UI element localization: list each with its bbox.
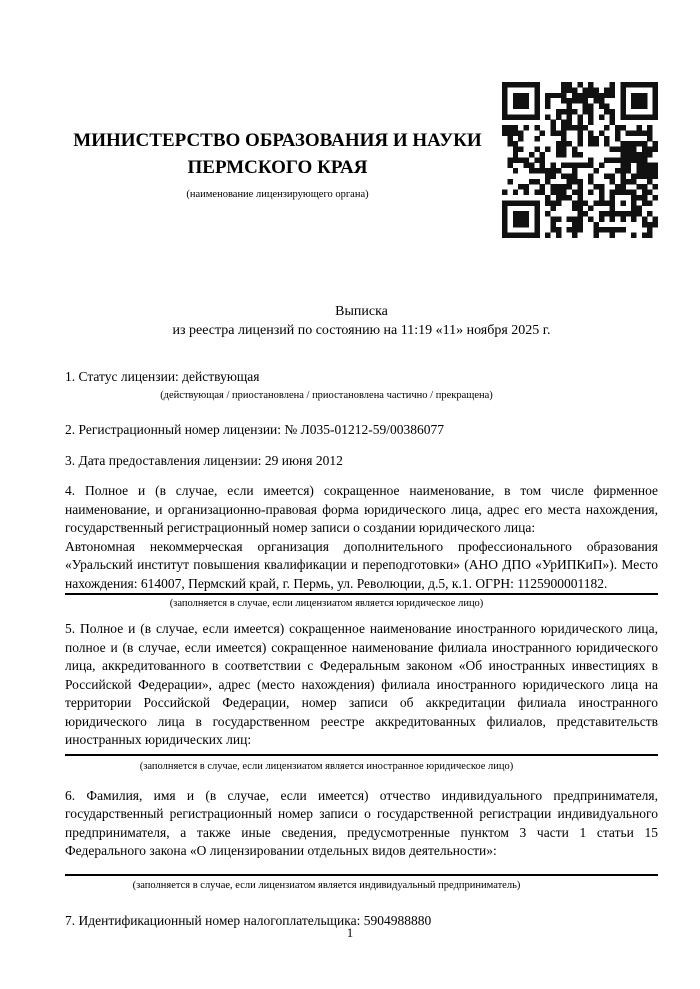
foreign-entity-question: 5. Полное и (в случае, если имеется) сокращенное наименование иностранного юридического лица, полное и (в случае, если имеется) сокращенное наименование филиала иностранного юридического лица, аккредитованного в соответствии с Федеральным законом «Об иностранных инвестициях в Российской Федерации», адрес (место нахождения) филиала иностранного юридического лица на территории Российской Федерации, номер записи об аккредитации филиала иностранного юридического лица в государственном реестре аккредитованных филиалов, представительств иностранных юридических лиц: bbox=[65, 621, 658, 747]
item-registration-number: 2. Регистрационный номер лицензии: № Л035-01212-59/00386077 bbox=[65, 421, 445, 437]
qr-code-icon bbox=[502, 82, 658, 238]
item-individual-entrepreneur bbox=[65, 787, 658, 892]
item-foreign-entity bbox=[65, 620, 658, 773]
entrepreneur-caption: (заполняется в случае, если лицензиатом является индивидуальный предприниматель) bbox=[132, 879, 521, 891]
legal-entity-caption: (заполняется в случае, если лицензиатом является юридическое лицо) bbox=[169, 598, 484, 609]
fill-in-rule-foreign-entity bbox=[65, 754, 658, 756]
document-header bbox=[65, 127, 490, 201]
license-status-options-caption: (действующая / приостановлена / приостановлена частично / прекращена) bbox=[160, 389, 493, 401]
document-title-line2: из реестра лицензий по состоянию на 11:19 «11» ноября 2025 г. bbox=[172, 322, 551, 338]
licensing-authority-caption: (наименование лицензирующего органа) bbox=[186, 189, 369, 200]
fill-in-rule-entrepreneur bbox=[65, 874, 658, 876]
document-title-line1: Выписка bbox=[335, 304, 388, 319]
licensing-authority-name-line1: МИНИСТЕРСТВО ОБРАЗОВАНИЯ И НАУКИ bbox=[73, 130, 482, 151]
item-legal-entity bbox=[65, 482, 658, 610]
licensing-authority-name-line2: ПЕРМСКОГО КРАЯ bbox=[187, 157, 368, 178]
page-number: 1 bbox=[346, 926, 354, 940]
license-status-text: 1. Статус лицензии: действующая bbox=[65, 369, 260, 384]
legal-entity-question: 4. Полное и (в случае, если имеется) сокращенное наименование, в том числе фирменное наименование, и организационно-правовая форма юридического лица, адрес его места нахождения, государственный регистрационный номер записи о создании юридического лица: bbox=[65, 483, 658, 535]
fill-in-rule-legal-entity bbox=[65, 593, 658, 595]
document-title bbox=[65, 303, 658, 340]
foreign-entity-caption: (заполняется в случае, если лицензиатом является иностранное юридическое лицо) bbox=[139, 760, 514, 772]
item-license-status bbox=[65, 368, 658, 402]
item-taxpayer-number: 7. Идентификационный номер налогоплательщика: 5904988880 bbox=[65, 912, 432, 928]
document-body bbox=[65, 368, 658, 930]
item-license-grant-date: 3. Дата предоставления лицензии: 29 июня 2012 bbox=[65, 453, 343, 468]
legal-entity-answer: Автономная некоммерческая организация дополнительного профессионального образования «Уральский институт повышения квалификации и переподготовки» (АНО ДПО «УрИПКиП»). Место нахождения: 614007, Пермский край, г. Пермь, ул. Революции, д.5, к.1. ОГРН: 1125900001182. bbox=[65, 538, 658, 591]
entrepreneur-question: 6. Фамилия, имя и (в случае, если имеется) отчество индивидуального предпринимателя, государственный регистрационный номер записи о государственной регистрации индивидуального предпринимателя, а также иные сведения, предусмотренные пунктом 3 части 1 статьи 15 Федерального закона «О лицензировании отдельных видов деятельности»: bbox=[65, 787, 658, 858]
